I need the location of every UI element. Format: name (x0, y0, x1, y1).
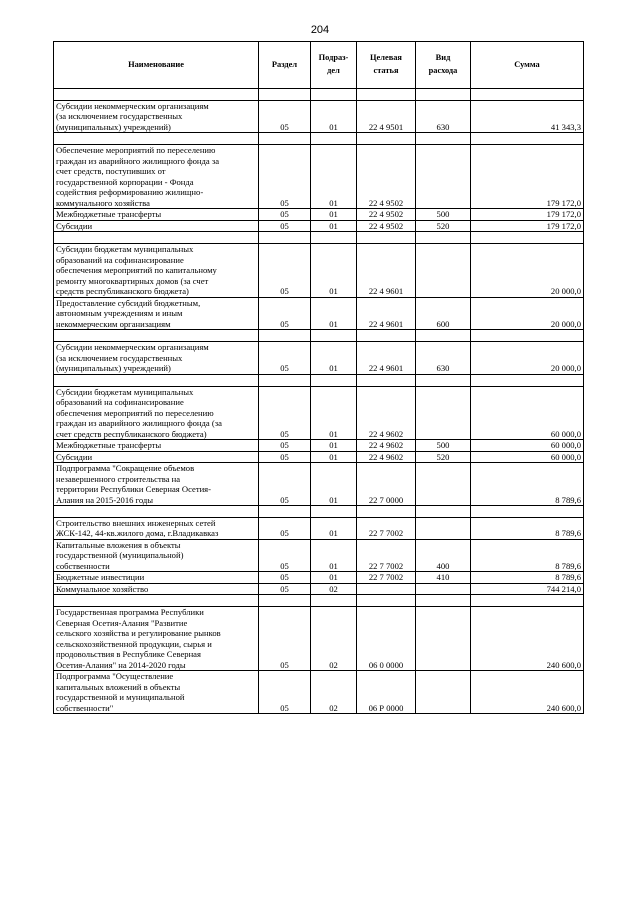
header-subsection: Подраз- дел (311, 42, 357, 89)
cell-target: 06 Р 0000 (357, 671, 416, 714)
cell-name: Межбюджетные трансферты (54, 209, 259, 220)
cell-name: Субсидии (54, 220, 259, 231)
cell-name: Государственная программа Республики Северная Осетия-Алания "Развитие сельского хозяйства и регулирование рынков сельскохозяйственной продукции, сырья и продовольствия в Республике Северная Осетия-Алания" на 2014-2020 годы (54, 607, 259, 671)
budget-table (53, 41, 584, 714)
table-row (54, 671, 584, 714)
cell-type: 600 (416, 297, 471, 329)
table-row (54, 451, 584, 462)
cell-subsection: 01 (311, 244, 357, 297)
cell-name: Межбюджетные трансферты (54, 440, 259, 451)
table-row (54, 517, 584, 539)
table-row (54, 583, 584, 594)
cell-name: Бюджетные инвестиции (54, 572, 259, 583)
cell-section: 05 (259, 583, 311, 594)
spacer-row (54, 374, 584, 386)
header-type: Вид расхода (416, 42, 471, 89)
cell-name: Субсидии бюджетам муниципальных образований на софинансирование обеспечения мероприятий по переселению граждан из аварийного жилищного фонда (за счет средств республиканского бюджета) (54, 386, 259, 439)
cell-target (357, 583, 416, 594)
spacer-row (54, 133, 584, 145)
cell-name: Коммунальное хозяйство (54, 583, 259, 594)
table-row (54, 463, 584, 506)
table-body (54, 89, 584, 714)
cell-section: 05 (259, 297, 311, 329)
cell-type (416, 244, 471, 297)
cell-type: 630 (416, 342, 471, 374)
spacer-row (54, 595, 584, 607)
cell-sum: 179 172,0 (471, 209, 584, 220)
cell-sum: 20 000,0 (471, 244, 584, 297)
cell-section: 05 (259, 463, 311, 506)
cell-target: 22 4 9502 (357, 220, 416, 231)
header-target: Целевая статья (357, 42, 416, 89)
cell-name: Обеспечение мероприятий по переселению граждан из аварийного жилищного фонда за счет средств, поступивших от государственной корпорации - Фонда содействия реформированию жилищно- коммунального хозяйства (54, 145, 259, 209)
table-row (54, 101, 584, 133)
cell-name: Предоставление субсидий бюджетным, автономным учреждениям и иным некоммерческим организациям (54, 297, 259, 329)
cell-sum: 8 789,6 (471, 463, 584, 506)
cell-sum: 60 000,0 (471, 440, 584, 451)
table-row (54, 209, 584, 220)
table-row (54, 145, 584, 209)
cell-subsection: 01 (311, 451, 357, 462)
table-row (54, 220, 584, 231)
cell-type: 520 (416, 220, 471, 231)
cell-target: 22 4 9502 (357, 145, 416, 209)
cell-section: 05 (259, 101, 311, 133)
header-name: Наименование (54, 42, 259, 89)
cell-section: 05 (259, 440, 311, 451)
cell-type (416, 607, 471, 671)
cell-target: 22 4 9601 (357, 342, 416, 374)
cell-target: 22 7 7002 (357, 539, 416, 571)
cell-target: 22 4 9602 (357, 440, 416, 451)
cell-name: Субсидии некоммерческим организациям (за исключением государственных (муниципальных) учреждений) (54, 342, 259, 374)
table-row (54, 386, 584, 439)
table-row (54, 572, 584, 583)
cell-subsection: 01 (311, 297, 357, 329)
cell-target: 22 4 9601 (357, 244, 416, 297)
cell-type (416, 517, 471, 539)
cell-target: 22 4 9601 (357, 297, 416, 329)
cell-type (416, 583, 471, 594)
cell-section: 05 (259, 386, 311, 439)
table-row (54, 607, 584, 671)
cell-section: 05 (259, 539, 311, 571)
table-header-row (54, 42, 584, 89)
cell-type: 400 (416, 539, 471, 571)
cell-section: 05 (259, 572, 311, 583)
cell-section: 05 (259, 517, 311, 539)
cell-subsection: 01 (311, 101, 357, 133)
cell-subsection: 01 (311, 463, 357, 506)
cell-subsection: 01 (311, 145, 357, 209)
cell-target: 06 0 0000 (357, 607, 416, 671)
cell-type (416, 671, 471, 714)
cell-sum: 41 343,3 (471, 101, 584, 133)
cell-name: Подпрограмма "Осуществление капитальных вложений в объекты государственной и муниципальной собственности" (54, 671, 259, 714)
spacer-row (54, 505, 584, 517)
spacer-row (54, 232, 584, 244)
cell-type: 520 (416, 451, 471, 462)
cell-subsection: 01 (311, 572, 357, 583)
header-sum: Сумма (471, 42, 584, 89)
cell-name: Субсидии бюджетам муниципальных образований на софинансирование обеспечения мероприятий по капитальному ремонту многоквартирных домов (за счет средств республиканского бюджета) (54, 244, 259, 297)
cell-name: Капитальные вложения в объекты государственной (муниципальной) собственности (54, 539, 259, 571)
spacer-row (54, 89, 584, 101)
cell-sum: 8 789,6 (471, 517, 584, 539)
spacer-row (54, 330, 584, 342)
cell-target: 22 4 9502 (357, 209, 416, 220)
cell-subsection: 01 (311, 440, 357, 451)
cell-section: 05 (259, 671, 311, 714)
cell-section: 05 (259, 342, 311, 374)
cell-name: Субсидии (54, 451, 259, 462)
cell-name: Строительство внешних инженерных сетей ЖСК-142, 44-кв.жилого дома, г.Владикавказ (54, 517, 259, 539)
cell-subsection: 02 (311, 607, 357, 671)
cell-sum: 8 789,6 (471, 572, 584, 583)
cell-type: 630 (416, 101, 471, 133)
cell-type: 500 (416, 209, 471, 220)
table-row (54, 244, 584, 297)
cell-sum: 20 000,0 (471, 297, 584, 329)
cell-subsection: 01 (311, 539, 357, 571)
cell-type (416, 463, 471, 506)
cell-subsection: 02 (311, 671, 357, 714)
cell-section: 05 (259, 451, 311, 462)
cell-sum: 744 214,0 (471, 583, 584, 594)
cell-type: 500 (416, 440, 471, 451)
cell-subsection: 01 (311, 386, 357, 439)
cell-name: Субсидии некоммерческим организациям (за исключением государственных (муниципальных) учреждений) (54, 101, 259, 133)
header-section: Раздел (259, 42, 311, 89)
cell-type (416, 386, 471, 439)
cell-name: Подпрограмма "Сокращение объемов незавершенного строительства на территории Республики Северная Осетия- Алания на 2015-2016 годы (54, 463, 259, 506)
cell-sum: 240 600,0 (471, 607, 584, 671)
cell-sum: 240 600,0 (471, 671, 584, 714)
cell-sum: 179 172,0 (471, 145, 584, 209)
cell-subsection: 02 (311, 583, 357, 594)
cell-type (416, 145, 471, 209)
cell-target: 22 4 9602 (357, 386, 416, 439)
cell-sum: 60 000,0 (471, 386, 584, 439)
cell-target: 22 4 9602 (357, 451, 416, 462)
cell-sum: 60 000,0 (471, 451, 584, 462)
table-row (54, 539, 584, 571)
page-number: 204 (310, 24, 330, 36)
cell-target: 22 7 7002 (357, 517, 416, 539)
cell-section: 05 (259, 244, 311, 297)
cell-type: 410 (416, 572, 471, 583)
cell-section: 05 (259, 145, 311, 209)
cell-target: 22 4 9501 (357, 101, 416, 133)
cell-sum: 8 789,6 (471, 539, 584, 571)
cell-target: 22 7 0000 (357, 463, 416, 506)
cell-section: 05 (259, 209, 311, 220)
table-row (54, 297, 584, 329)
table-row (54, 440, 584, 451)
cell-subsection: 01 (311, 220, 357, 231)
cell-sum: 179 172,0 (471, 220, 584, 231)
table-row (54, 342, 584, 374)
cell-section: 05 (259, 220, 311, 231)
cell-section: 05 (259, 607, 311, 671)
cell-subsection: 01 (311, 342, 357, 374)
cell-subsection: 01 (311, 517, 357, 539)
cell-sum: 20 000,0 (471, 342, 584, 374)
cell-target: 22 7 7002 (357, 572, 416, 583)
cell-subsection: 01 (311, 209, 357, 220)
